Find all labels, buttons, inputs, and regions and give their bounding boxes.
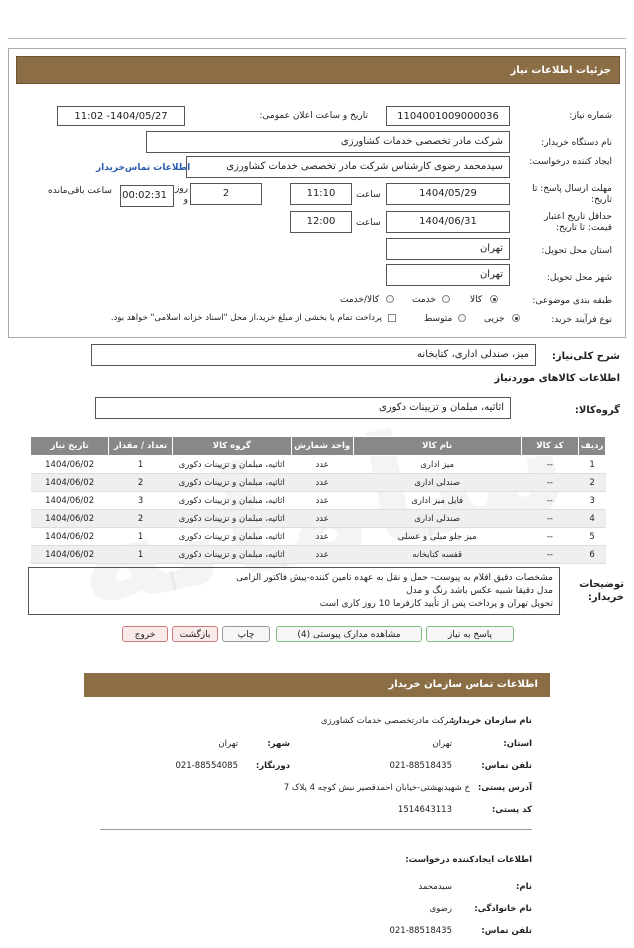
deadline-remaining-label: ساعت باقی‌مانده <box>48 186 112 196</box>
exit-button[interactable]: خروج <box>122 626 168 642</box>
group-cell: اثاثیه، مبلمان و تزیینات دکوری <box>172 456 291 474</box>
table-row <box>31 510 606 528</box>
treasury-note: پرداخت تمام یا بخشی از مبلغ خرید،از محل "اسناد خزانه اسلامی" خواهد بود. <box>110 313 382 323</box>
name-cell: صندلی اداری <box>353 510 521 528</box>
contact-address-value: خ شهیدبهشتی-خیابان احمدقصیر نبش کوچه 4 پلاک 7 <box>283 783 470 793</box>
table-header-row <box>31 437 606 456</box>
qty-cell: 1 <box>109 546 173 564</box>
code-cell: -- <box>521 546 578 564</box>
category-goods-service-radio[interactable] <box>386 295 394 303</box>
unit-cell: عدد <box>291 474 353 492</box>
table-row <box>31 474 606 492</box>
creator-name-label: نام: <box>515 882 532 892</box>
deadline-days-label: روز و <box>174 184 188 205</box>
goods-header: اطلاعات کالاهای موردنیاز <box>494 373 620 384</box>
buyer-contact-link[interactable]: اطلاعات تماس‌خریدار <box>96 163 191 173</box>
contact-address-label: آدرس پستی: <box>477 783 532 793</box>
date-cell: 1404/06/02 <box>31 510 109 528</box>
top-divider <box>8 38 626 39</box>
buyer-notes-label: توضیحات خریدار: <box>579 579 624 603</box>
contact-province-label: استان: <box>503 739 532 749</box>
col-name: نام کالا <box>353 437 521 456</box>
row-number-cell: 2 <box>579 474 606 492</box>
buyer-note-line-2: مدل دقیقا شبیه عکس باشد رنگ و مدل <box>406 586 553 596</box>
group-cell: اثاثیه، مبلمان و تزیینات دکوری <box>172 474 291 492</box>
creator-phone-label: تلفن تماس: <box>481 926 532 936</box>
contact-postal-label: کد پستی: <box>491 805 532 815</box>
creator-family-value: رضوی <box>429 904 452 914</box>
contact-org-value: شرکت مادرتخصصی خدمات کشاورزی <box>320 716 456 726</box>
creator-info-title: اطلاعات ایجادکننده درخواست: <box>405 855 532 865</box>
items-table <box>30 436 606 564</box>
need-number-value: 1104001009000036 <box>386 106 510 126</box>
group-cell: اثاثیه، مبلمان و تزیینات دکوری <box>172 528 291 546</box>
table-row <box>31 546 606 564</box>
need-number-label: شماره نیاز: <box>569 111 612 121</box>
contact-province-value: تهران <box>432 739 452 749</box>
contact-phone-label: تلفن تماس: <box>481 761 532 771</box>
category-label: طبقه بندی موضوعی: <box>532 296 612 306</box>
unit-cell: عدد <box>291 528 353 546</box>
date-cell: 1404/06/02 <box>31 474 109 492</box>
deadline-date: 1404/05/29 <box>386 183 510 205</box>
table-row <box>31 528 606 546</box>
treasury-checkbox[interactable] <box>388 314 396 322</box>
contact-divider <box>100 829 532 830</box>
contact-fax-value: 021-88554085 <box>175 761 238 771</box>
col-group: گروه کالا <box>172 437 291 456</box>
qty-cell: 3 <box>109 492 173 510</box>
row-number-cell: 1 <box>579 456 606 474</box>
group-cell: اثاثیه، مبلمان و تزیینات دکوری <box>172 510 291 528</box>
creator-value: سیدمحمد رضوی کارشناس شرکت مادر تخصصی خدمات کشاورزی <box>186 156 510 178</box>
contact-city-value: تهران <box>218 739 238 749</box>
col-unit: واحد شمارش <box>291 437 353 456</box>
creator-family-label: نام خانوادگی: <box>474 904 532 914</box>
city-value: تهران <box>386 264 510 286</box>
contact-postal-value: 1514643113 <box>397 805 452 815</box>
row-number-cell: 5 <box>579 528 606 546</box>
date-cell: 1404/06/02 <box>31 528 109 546</box>
creator-name-value: سیدمحمد <box>418 882 452 892</box>
buyer-note-line-1: مشخصات دقیق اقلام به پیوست- حمل و نقل به عهده تامین کننده-پیش فاکتور الزامی <box>236 573 553 583</box>
row-number-cell: 4 <box>579 510 606 528</box>
summary-label: شرح کلی‌نیاز: <box>551 351 620 362</box>
name-cell: میز اداری <box>353 456 521 474</box>
name-cell: قفسه کتابخانه <box>353 546 521 564</box>
group-cell: اثاثیه، مبلمان و تزیینات دکوری <box>172 492 291 510</box>
buyer-org-value: شرکت مادر تخصصی خدمات کشاورزی <box>146 131 510 153</box>
deadline-label: مهلت ارسال پاسخ: تا تاریخ: <box>532 184 612 205</box>
province-label: استان محل تحویل: <box>541 246 612 256</box>
code-cell: -- <box>521 474 578 492</box>
date-cell: 1404/06/02 <box>31 546 109 564</box>
qty-cell: 1 <box>109 456 173 474</box>
table-row <box>31 456 606 474</box>
validity-date: 1404/06/31 <box>386 211 510 233</box>
attachments-button[interactable]: مشاهده مدارک پیوستی (4) <box>276 626 422 642</box>
col-code: کد کالا <box>521 437 578 456</box>
unit-cell: عدد <box>291 492 353 510</box>
category-goods-label: کالا <box>470 295 483 305</box>
process-medium-label: متوسط <box>424 314 453 324</box>
validity-time: 12:00 <box>290 211 352 233</box>
buyer-notes-box <box>28 567 560 615</box>
creator-phone-value: 021-88518435 <box>389 926 452 936</box>
code-cell: -- <box>521 510 578 528</box>
summary-value: میز، صندلی اداری، کتابخانه <box>91 344 536 366</box>
announce-date-value: 1404/05/27- 11:02 <box>57 106 185 126</box>
process-label: نوع فرآیند خرید: <box>551 315 612 325</box>
code-cell: -- <box>521 456 578 474</box>
deadline-days: 2 <box>190 183 262 205</box>
name-cell: میز جلو مبلی و عسلی <box>353 528 521 546</box>
name-cell: فایل میز اداری <box>353 492 521 510</box>
col-row: ردیف <box>579 437 606 456</box>
table-row <box>31 492 606 510</box>
contact-phone-value: 021-88518435 <box>389 761 452 771</box>
name-cell: صندلی اداری <box>353 474 521 492</box>
validity-time-label: ساعت <box>356 218 381 228</box>
contact-section-title: اطلاعات تماس سازمان خریدار <box>84 673 550 697</box>
deadline-time: 11:10 <box>290 183 352 205</box>
goods-group-label: گروه‌کالا: <box>574 405 620 416</box>
col-date: تاریخ نیاز <box>31 437 109 456</box>
process-minor-radio[interactable] <box>512 314 520 322</box>
qty-cell: 2 <box>109 474 173 492</box>
deadline-time-label: ساعت <box>356 190 381 200</box>
province-value: تهران <box>386 238 510 260</box>
category-goods-service-label: کالا/خدمت <box>340 295 380 305</box>
code-cell: -- <box>521 528 578 546</box>
unit-cell: عدد <box>291 510 353 528</box>
qty-cell: 1 <box>109 528 173 546</box>
unit-cell: عدد <box>291 546 353 564</box>
group-cell: اثاثیه، مبلمان و تزیینات دکوری <box>172 546 291 564</box>
contact-org-label: نام سازمان خریدار: <box>450 716 532 726</box>
code-cell: -- <box>521 492 578 510</box>
page-title: جزئیات اطلاعات نیاز <box>16 56 620 84</box>
reply-button[interactable]: پاسخ به نیاز <box>426 626 514 642</box>
category-service-radio[interactable] <box>442 295 450 303</box>
print-button[interactable]: چاپ <box>222 626 270 642</box>
deadline-remaining: 00:02:31 <box>120 185 174 207</box>
back-button[interactable]: بازگشت <box>172 626 218 642</box>
unit-cell: عدد <box>291 456 353 474</box>
category-goods-radio[interactable] <box>490 295 498 303</box>
qty-cell: 2 <box>109 510 173 528</box>
contact-fax-label: دورنگار: <box>255 761 290 771</box>
date-cell: 1404/06/02 <box>31 492 109 510</box>
row-number-cell: 6 <box>579 546 606 564</box>
goods-group-value: اثاثیه، مبلمان و تزیینات دکوری <box>95 397 511 419</box>
process-minor-label: جزیی <box>484 314 505 324</box>
date-cell: 1404/06/02 <box>31 456 109 474</box>
col-qty: تعداد / مقدار <box>109 437 173 456</box>
buyer-org-label: نام دستگاه خریدار: <box>541 138 612 148</box>
city-label: شهر محل تحویل: <box>546 273 612 283</box>
buyer-note-line-3: تحویل تهران و پرداخت پس از تأیید کارفرما 10 روز کاری است <box>319 599 553 609</box>
creator-label: ایجاد کننده درخواست: <box>529 157 612 167</box>
announce-date-label: تاریخ و ساعت اعلان عمومی: <box>259 111 368 121</box>
validity-label: حداقل تاریخ اعتبار قیمت: تا تاریخ: <box>544 212 612 233</box>
process-medium-radio[interactable] <box>458 314 466 322</box>
category-service-label: خدمت <box>412 295 436 305</box>
row-number-cell: 3 <box>579 492 606 510</box>
contact-city-label: شهر: <box>267 739 290 749</box>
